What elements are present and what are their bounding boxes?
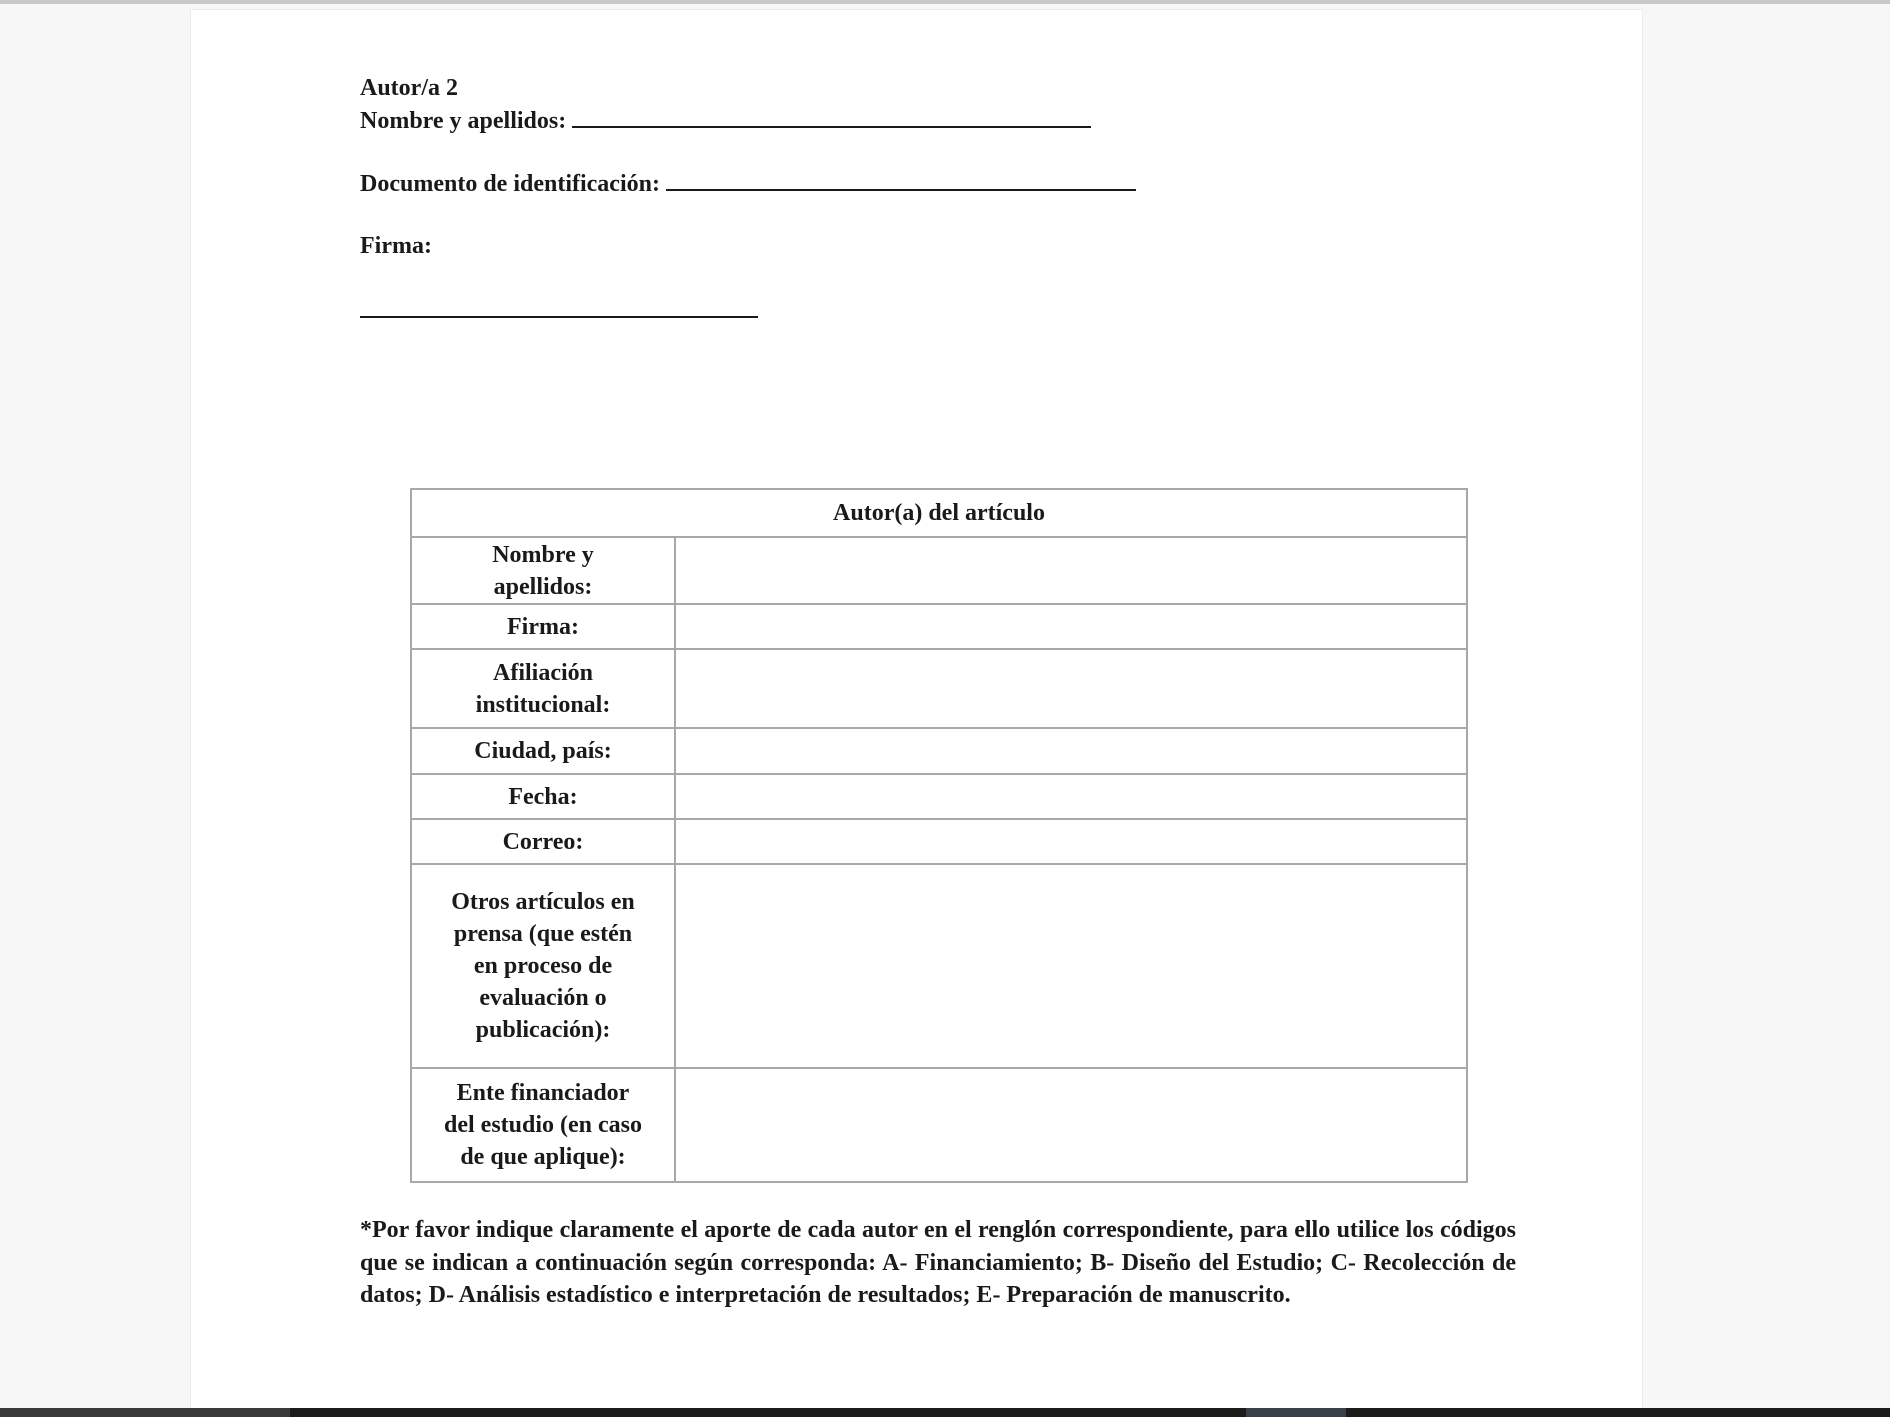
row-label-funding: Ente financiador del estudio (en caso de que aplique): [411,1068,675,1182]
author-table-header: Autor(a) del artículo [411,489,1467,537]
id-document-blank-line[interactable] [666,167,1136,191]
table-row [411,728,1467,774]
row-label-city-country: Ciudad, país: [411,728,675,774]
taskbar-strip [0,1408,1890,1417]
row-value-signature[interactable] [675,604,1467,649]
row-value-email[interactable] [675,819,1467,864]
row-value-other-articles[interactable] [675,864,1467,1068]
signature-line[interactable] [360,316,758,318]
window-top-border [0,0,1890,4]
row-value-date[interactable] [675,774,1467,819]
row-value-name[interactable] [675,537,1467,604]
row-label-email: Correo: [411,819,675,864]
row-label-affiliation: Afiliación institucional: [411,649,675,728]
table-row [411,819,1467,864]
author2-heading: Autor/a 2 [360,75,458,101]
table-row [411,774,1467,819]
name-field-label: Nombre y apellidos: [360,108,567,134]
author-table [410,488,1468,1183]
taskbar-segment [0,1408,290,1417]
row-value-city-country[interactable] [675,728,1467,774]
table-row [411,537,1467,604]
signature-label: Firma: [360,233,432,259]
id-document-field [360,167,1136,199]
row-value-funding[interactable] [675,1068,1467,1182]
contribution-footnote: *Por favor indique claramente el aporte de cada autor en el renglón correspondiente, para ello utilice los códigos que se indican a continuación según corresponda: A- Financiamiento; B- Diseño del Estudio; C- Recolección de datos; D- Análisis estadístico e interpretación de resultados; E- Preparación de manuscrito. [360,1217,1516,1308]
table-row [411,649,1467,728]
id-document-field-label: Documento de identificación: [360,171,660,197]
table-row [411,604,1467,649]
row-label-other-articles: Otros artículos en prensa (que estén en proceso de evaluación o publicación): [411,864,675,1068]
row-value-affiliation[interactable] [675,649,1467,728]
table-row [411,1068,1467,1182]
row-label-date: Fecha: [411,774,675,819]
name-field [360,104,1091,136]
row-label-signature: Firma: [411,604,675,649]
row-label-name: Nombre y apellidos: [411,537,675,604]
name-blank-line[interactable] [572,104,1091,128]
table-row [411,864,1467,1068]
taskbar-segment [1246,1408,1346,1417]
